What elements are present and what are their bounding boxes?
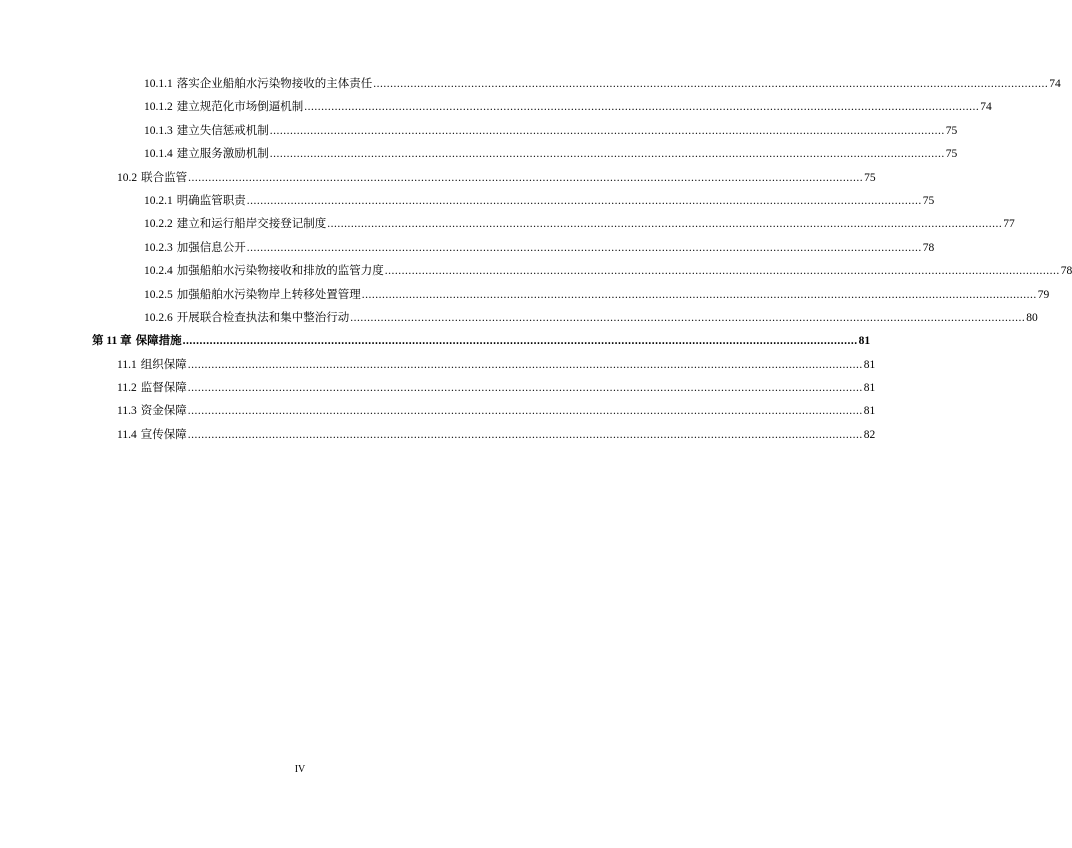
- toc-entry-number: 10.1.2: [144, 101, 173, 114]
- toc-entry-text: 明确监管职责: [176, 192, 246, 207]
- toc-entry-number: 10.1.1: [144, 78, 173, 90]
- toc-entry[interactable]: [0, 119, 958, 142]
- toc-dot-leader: ........................................................................................................................................................................................................: [327, 218, 1003, 231]
- toc-dot-leader: ........................................................................................................................................................................................................: [187, 382, 863, 395]
- toc-entry-text: 加强船舶水污染物岸上转移处置管理: [176, 286, 361, 301]
- toc-entry-number: 10.1.4: [144, 148, 173, 161]
- toc-entry-text: 落实企业船舶水污染物接收的主体责任: [176, 76, 373, 90]
- toc-entry-text: 保障措施: [135, 333, 182, 348]
- toc-entry-number: 10.2.5: [144, 288, 173, 301]
- toc-entry-number: 11.3: [117, 405, 137, 418]
- toc-dot-leader: ........................................................................................................................................................................................................: [187, 405, 863, 418]
- toc-entry[interactable]: [0, 212, 1015, 235]
- toc-dot-leader: ........................................................................................................................................................................................................: [182, 335, 858, 348]
- toc-dot-leader: ........................................................................................................................................................................................................: [269, 124, 945, 137]
- toc-entry[interactable]: [0, 399, 876, 422]
- toc-entry-page: 81: [863, 358, 876, 371]
- toc-entry[interactable]: [0, 283, 1050, 306]
- toc-entry-number: 11.2: [117, 382, 137, 395]
- toc-entry-title: [117, 399, 187, 423]
- toc-dot-leader: ........................................................................................................................................................................................................: [187, 358, 863, 371]
- toc-dot-leader: ........................................................................................................................................................................................................: [384, 265, 1060, 278]
- toc-entry-page: 79: [1037, 288, 1050, 301]
- toc-entry-page: 75: [945, 124, 958, 137]
- toc-entry-title: [144, 283, 361, 307]
- toc-entry[interactable]: [0, 306, 1038, 329]
- toc-entry[interactable]: [0, 236, 935, 259]
- toc-dot-leader: ........................................................................................................................................................................................................: [373, 78, 1049, 90]
- toc-entry-text: 联合监管: [141, 169, 188, 184]
- toc-dot-leader: ........................................................................................................................................................................................................: [246, 241, 922, 254]
- toc-dot-leader: ........................................................................................................................................................................................................: [269, 148, 945, 161]
- toc-entry-number: 第 11 章: [92, 335, 132, 348]
- toc-entry-page: 77: [1003, 218, 1015, 231]
- toc-entry-text: 监督保障: [140, 380, 187, 395]
- toc-entry-number: 10.2.2: [144, 218, 173, 231]
- toc-entry-text: 资金保障: [140, 403, 187, 418]
- toc-entry-page: 81: [858, 335, 871, 348]
- toc-entry[interactable]: [0, 376, 876, 399]
- toc-entry[interactable]: [0, 353, 876, 376]
- toc-entry-page: 75: [864, 171, 876, 184]
- toc-entry-title: [117, 376, 187, 400]
- toc-entry-title: [144, 189, 246, 213]
- toc-entry-title: [144, 212, 326, 236]
- toc-entry-text: 组织保障: [140, 356, 187, 371]
- toc-dot-leader: ........................................................................................................................................................................................................: [304, 101, 980, 114]
- table-of-contents: [0, 72, 1072, 446]
- toc-entry-text: 建立服务激励机制: [176, 146, 269, 161]
- toc-entry-title: [92, 329, 182, 353]
- toc-entry-title: [117, 353, 187, 377]
- toc-entry-text: 加强信息公开: [176, 239, 246, 254]
- page-number: IV: [294, 764, 306, 775]
- toc-entry-text: 建立规范化市场倒逼机制: [176, 99, 304, 114]
- toc-dot-leader: ........................................................................................................................................................................................................: [187, 428, 863, 441]
- toc-entry-title: [144, 236, 246, 260]
- toc-entry-number: 11.1: [117, 358, 137, 371]
- toc-entry-text: 加强船舶水污染物接收和排放的监管力度: [176, 263, 384, 278]
- toc-entry-page: 78: [922, 241, 935, 254]
- toc-entry-text: 宣传保障: [140, 426, 187, 441]
- toc-entry[interactable]: [0, 72, 1061, 95]
- toc-entry[interactable]: [0, 259, 1072, 282]
- toc-entry-title: [117, 166, 187, 190]
- toc-entry-page: 81: [863, 382, 876, 395]
- toc-entry[interactable]: [0, 142, 958, 165]
- toc-entry-number: 10.1.3: [144, 124, 173, 137]
- toc-entry-page: 74: [980, 101, 992, 114]
- toc-entry-title: [144, 142, 269, 166]
- toc-entry-title: [144, 95, 303, 119]
- toc-dot-leader: ........................................................................................................................................................................................................: [350, 311, 1026, 324]
- toc-entry-number: 10.2.3: [144, 241, 173, 254]
- toc-dot-leader: ........................................................................................................................................................................................................: [246, 194, 922, 207]
- toc-entry-number: 10.2.4: [144, 265, 173, 278]
- toc-dot-leader: ........................................................................................................................................................................................................: [361, 288, 1037, 301]
- toc-entry-page: 81: [863, 405, 876, 418]
- toc-entry[interactable]: [0, 329, 871, 352]
- toc-entry-title: [144, 119, 269, 143]
- toc-entry-page: 78: [1060, 265, 1072, 278]
- toc-entry-number: 11.4: [117, 428, 137, 441]
- toc-entry-page: 75: [945, 148, 958, 161]
- toc-entry-title: [144, 306, 349, 330]
- toc-entry-title: [144, 72, 372, 96]
- toc-entry[interactable]: [0, 423, 876, 446]
- toc-entry[interactable]: [0, 95, 992, 118]
- toc-entry-number: 10.2.1: [144, 194, 173, 207]
- toc-entry-number: 10.2.6: [144, 311, 173, 324]
- toc-dot-leader: ........................................................................................................................................................................................................: [188, 171, 864, 184]
- toc-entry[interactable]: [0, 166, 876, 189]
- toc-entry-text: 建立失信惩戒机制: [176, 122, 269, 137]
- toc-entry-page: 75: [922, 194, 935, 207]
- toc-entry-text: 建立和运行船岸交接登记制度: [176, 216, 327, 231]
- toc-entry-text: 开展联合检查执法和集中整治行动: [176, 309, 350, 324]
- toc-entry[interactable]: [0, 189, 935, 212]
- toc-entry-number: 10.2: [117, 171, 138, 184]
- toc-entry-page: 80: [1026, 311, 1038, 324]
- toc-entry-title: [144, 259, 384, 283]
- toc-entry-page: 74: [1049, 78, 1061, 90]
- toc-entry-title: [117, 423, 187, 447]
- toc-entry-page: 82: [863, 428, 876, 441]
